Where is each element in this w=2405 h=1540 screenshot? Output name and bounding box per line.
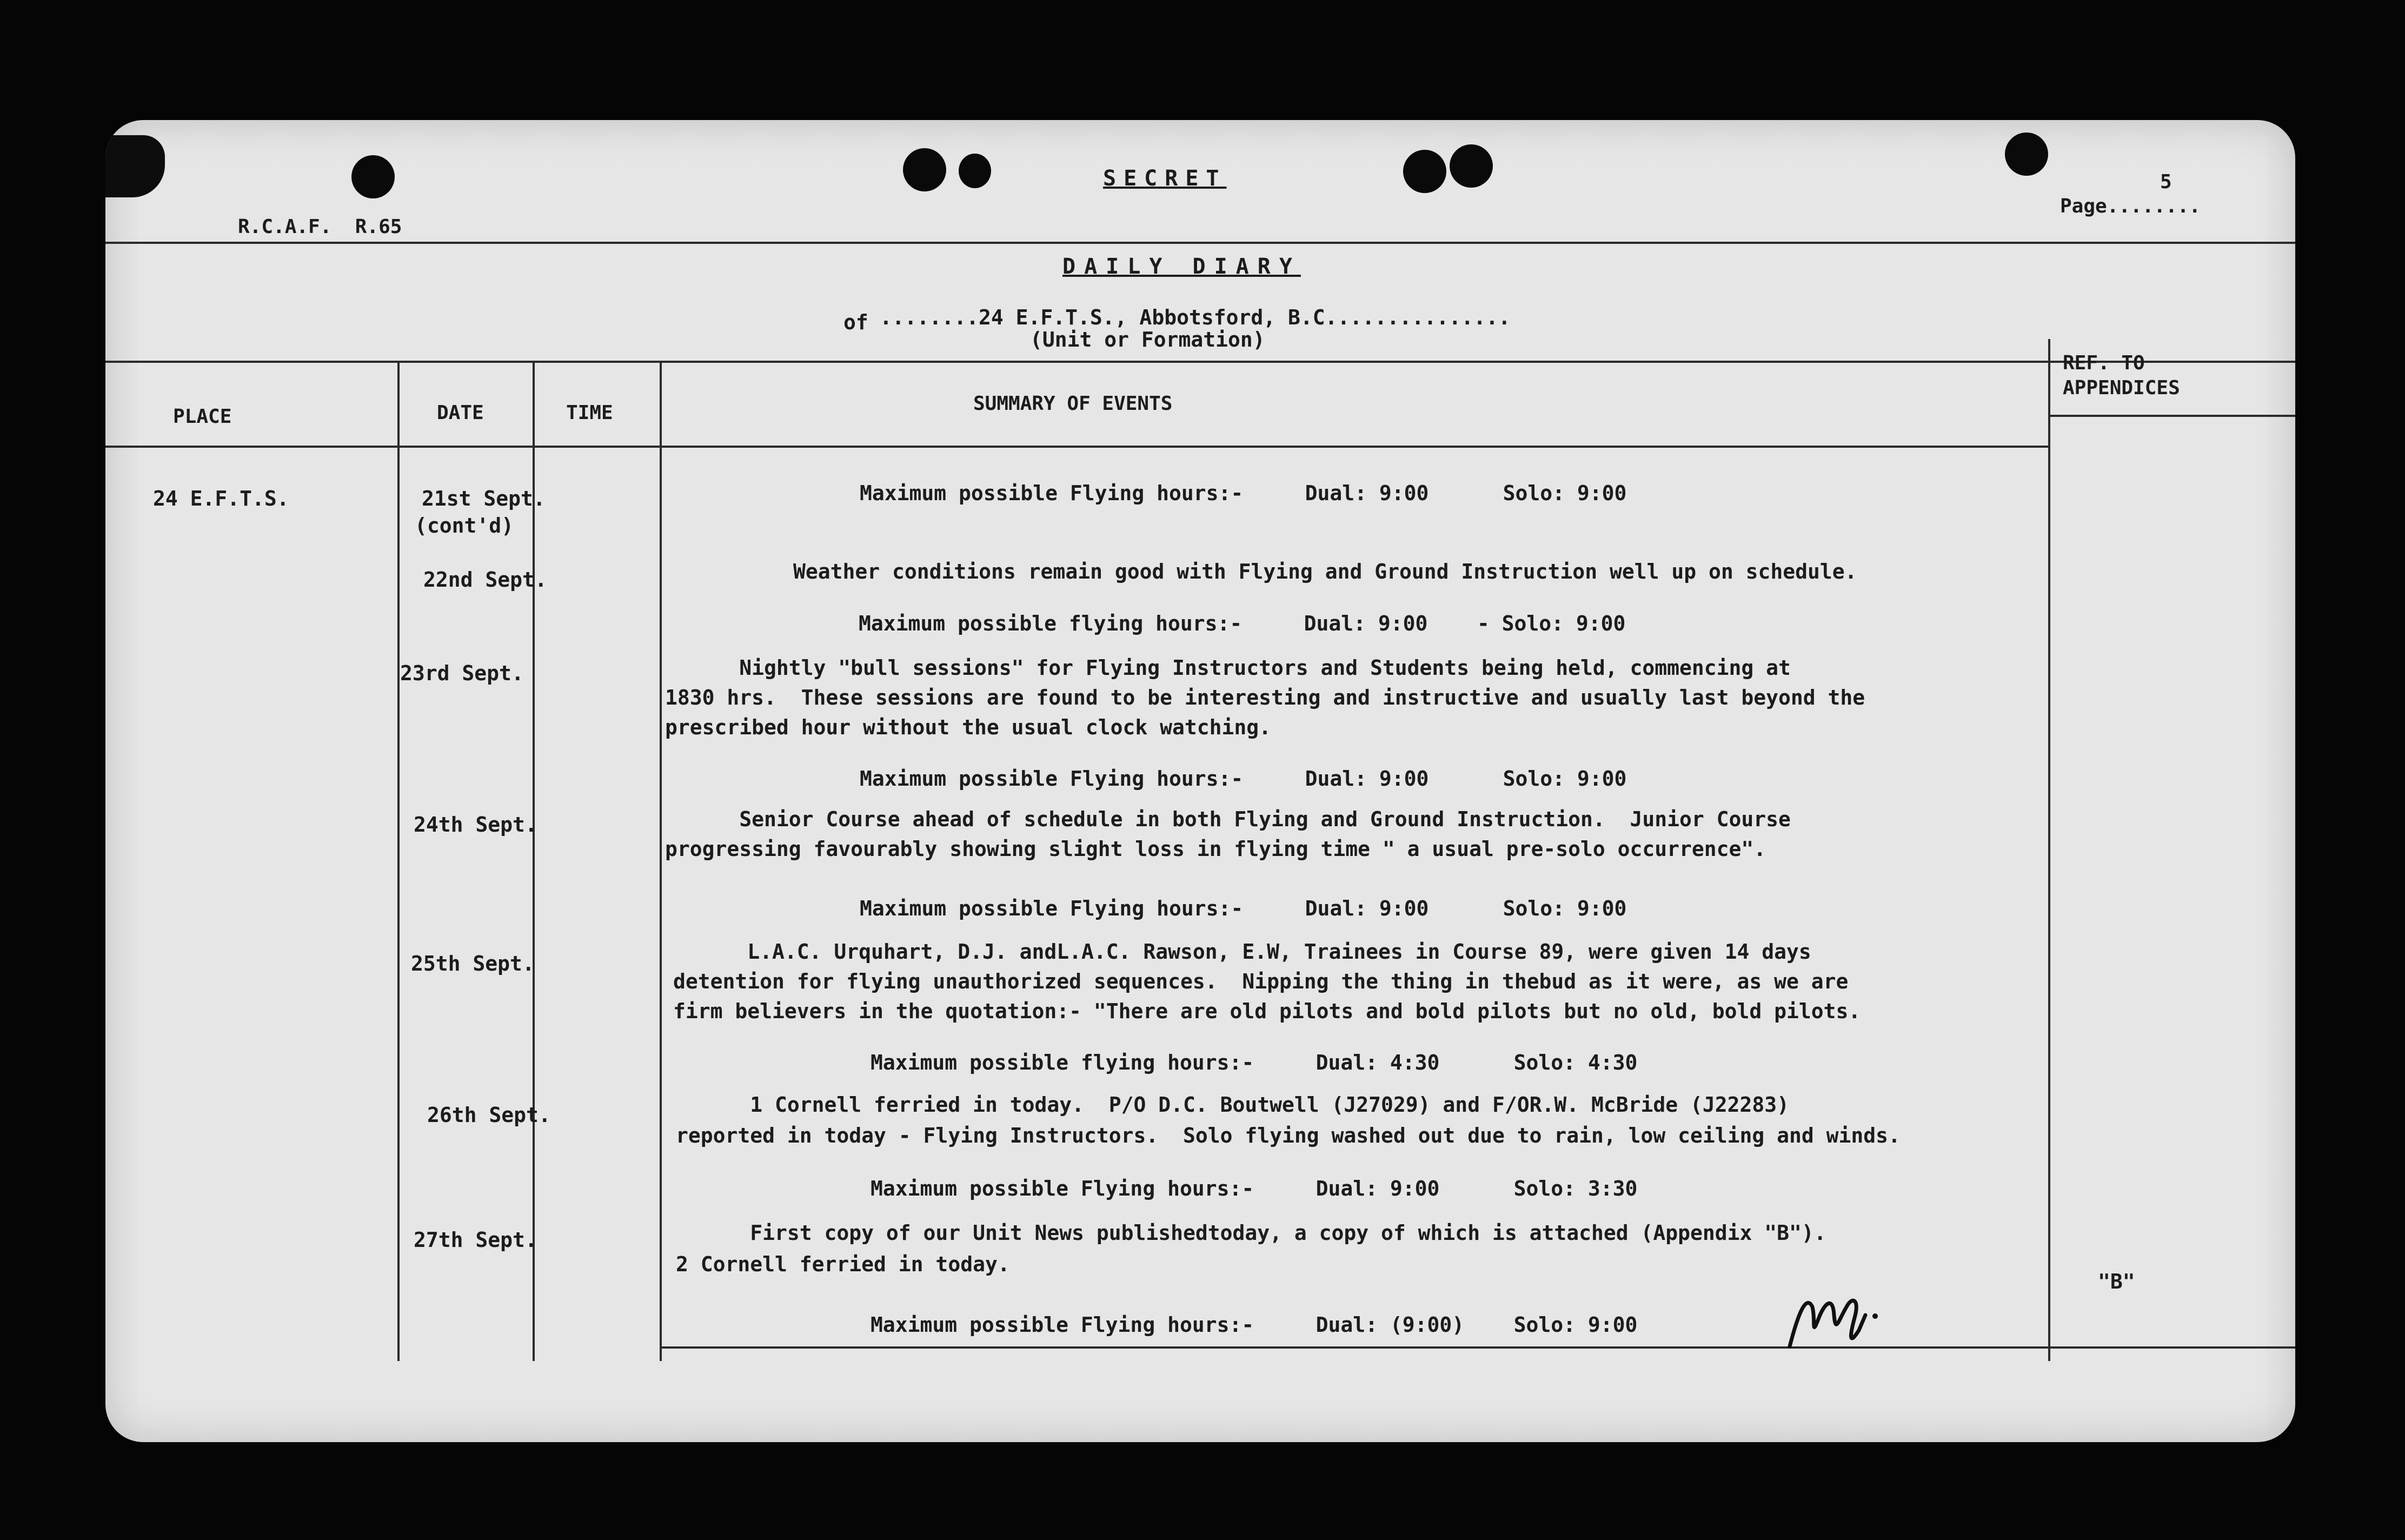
date-cell: 27th Sept. <box>414 1228 537 1252</box>
diary-page-card <box>105 120 2295 1442</box>
classification-label: SECRET <box>1103 166 1227 191</box>
date-cell-cont: (cont'd) <box>415 514 514 537</box>
column-header-date: DATE <box>437 402 484 424</box>
column-header-ref-line2: APPENDICES <box>2063 377 2180 399</box>
date-cell: 21st Sept. <box>422 487 546 510</box>
summary-text: progressing favourably showing slight loss in flying time " a usual pre-solo occurrence". <box>665 837 1766 861</box>
table-head-rule <box>105 446 2048 448</box>
initials-signature <box>1784 1283 1882 1353</box>
hours-line: Maximum possible flying hours:- Dual: 9:00 - Solo: 9:00 <box>859 612 1626 635</box>
page-number: 5 <box>2160 171 2172 193</box>
summary-text: First copy of our Unit News publishedtoday, a copy of which is attached (Appendix "B"). <box>676 1221 1826 1245</box>
hours-line: Maximum possible Flying hours:- Dual: 9:00 Solo: 9:00 <box>860 481 1627 505</box>
date-cell: 23rd Sept. <box>400 661 524 685</box>
unit-prefix: of <box>843 310 868 334</box>
hours-line: Maximum possible flying hours:- Dual: 4:30 Solo: 4:30 <box>871 1051 1638 1074</box>
table-bottom-rule <box>660 1346 2295 1349</box>
punch-hole <box>959 154 991 188</box>
header-rule <box>105 242 2295 244</box>
col-divider-place <box>397 361 400 1361</box>
summary-text: Nightly "bull sessions" for Flying Instructors and Students being held, commencing at <box>665 656 1791 680</box>
summary-text: prescribed hour without the usual clock watching. <box>665 715 1272 739</box>
column-header-summary: SUMMARY OF EVENTS <box>973 393 1173 415</box>
punch-hole <box>1403 150 1446 193</box>
appendix-ref: "B" <box>2098 1270 2135 1293</box>
summary-text: firm believers in the quotation:- "There are old pilots and bold pilots but no old, bold pilots. <box>673 999 1861 1023</box>
page-label: Page........ <box>2060 195 2201 217</box>
date-cell: 24th Sept. <box>414 813 537 837</box>
unit-value: ........24 E.F.T.S., Abbotsford, B.C............... <box>880 306 1511 329</box>
punch-hole <box>2005 132 2048 176</box>
hours-line: Maximum possible Flying hours:- Dual: (9:00) Solo: 9:00 <box>871 1313 1638 1337</box>
column-header-time: TIME <box>566 402 613 424</box>
unit-caption: (Unit or Formation) <box>1030 328 1265 351</box>
summary-text: 1830 hrs. These sessions are found to be interesting and instructive and usually last beyond the <box>665 686 1865 709</box>
hours-line: Maximum possible Flying hours:- Dual: 9:00 Solo: 3:30 <box>871 1177 1638 1200</box>
summary-text: reported in today - Flying Instructors. Solo flying washed out due to rain, low ceiling and winds. <box>676 1124 1901 1147</box>
hours-line: Maximum possible Flying hours:- Dual: 9:00 Solo: 9:00 <box>860 897 1627 920</box>
place-cell: 24 E.F.T.S. <box>153 487 289 510</box>
table-top-rule <box>105 361 2295 363</box>
summary-text: 1 Cornell ferried in today. P/O D.C. Boutwell (J27029) and F/OR.W. McBride (J22283) <box>676 1093 1790 1117</box>
col-divider-time <box>660 361 662 1361</box>
punch-hole <box>1450 144 1493 188</box>
date-cell: 22nd Sept. <box>423 568 547 592</box>
col-divider-summary <box>2048 339 2050 1361</box>
punch-hole <box>351 155 395 198</box>
summary-text: detention for flying unauthorized sequences. Nipping the thing in thebud as it were, as we are <box>673 970 1849 993</box>
hours-line: Maximum possible Flying hours:- Dual: 9:00 Solo: 9:00 <box>860 767 1627 791</box>
date-cell: 25th Sept. <box>411 952 535 975</box>
column-header-place: PLACE <box>173 406 232 428</box>
column-header-ref-line1: REF. TO <box>2063 352 2145 374</box>
date-cell: 26th Sept. <box>427 1103 551 1127</box>
page-title: DAILY DIARY <box>1062 254 1301 279</box>
torn-corner <box>105 135 165 197</box>
ref-head-rule <box>2048 415 2295 417</box>
summary-text: L.A.C. Urquhart, D.J. andL.A.C. Rawson, E.W, Trainees in Course 89, were given 14 days <box>673 940 1811 964</box>
summary-text: 2 Cornell ferried in today. <box>676 1252 1010 1276</box>
form-number: R.C.A.F. R.65 <box>238 216 402 238</box>
summary-text: Weather conditions remain good with Flying and Ground Instruction well up on schedule. <box>793 560 1857 583</box>
punch-hole <box>903 148 946 191</box>
summary-text: Senior Course ahead of schedule in both Flying and Ground Instruction. Junior Course <box>665 807 1791 831</box>
